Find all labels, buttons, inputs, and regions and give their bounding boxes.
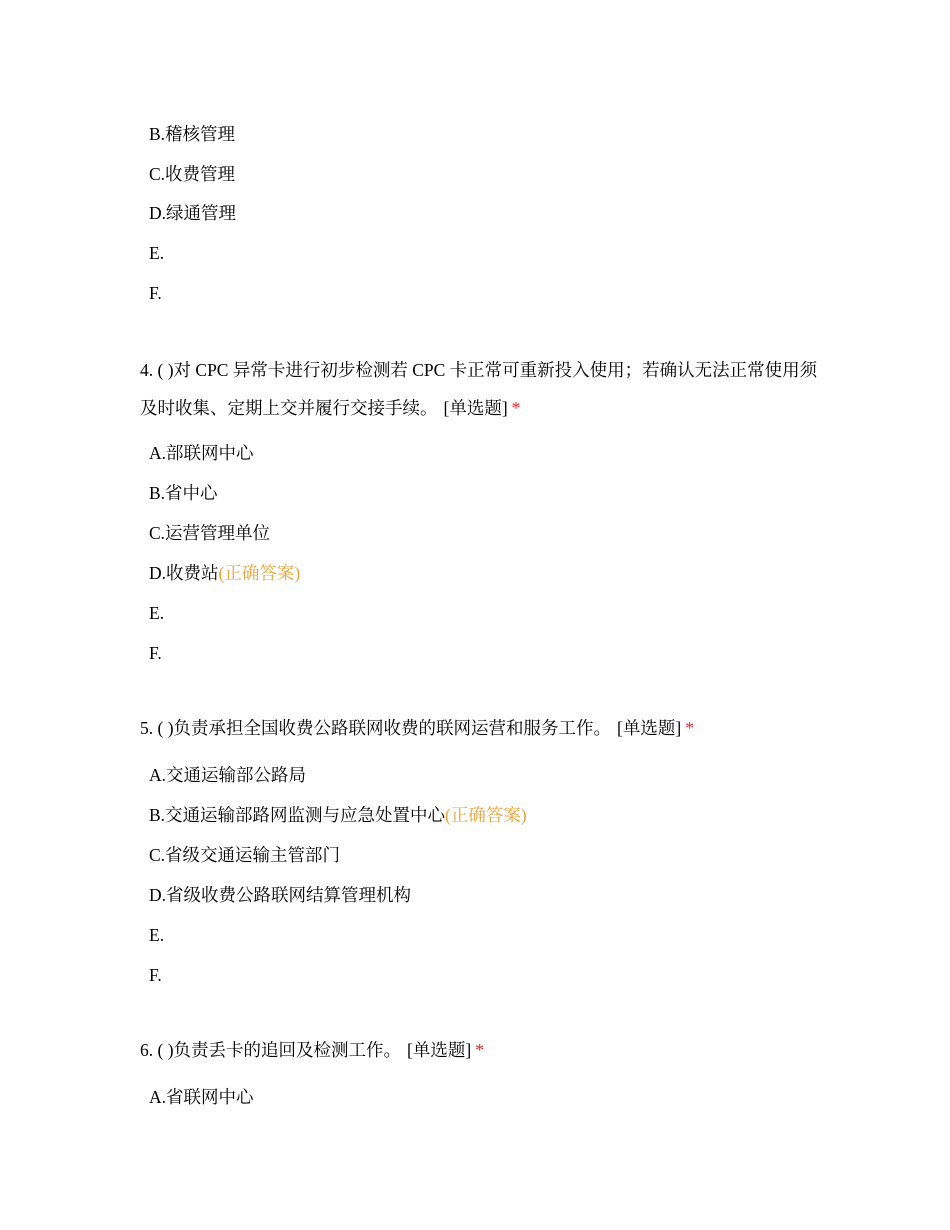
correct-answer-label: (正确答案) <box>218 563 301 583</box>
question-stem: 5. ( )负责承担全国收费公路联网收费的联网运营和服务工作。 <box>140 718 612 738</box>
question-stem: 4. ( )对 CPC 异常卡进行初步检测若 CPC 卡正常可重新投入使用；若确认无法正常使用须及时收集、定期上交并履行交接手续。 <box>140 360 818 418</box>
q4-option-a <box>149 441 254 465</box>
q5-option-c <box>149 843 340 867</box>
option-text: E. <box>149 603 165 623</box>
q3-option-b <box>149 122 235 146</box>
question-type-tag: [单选题] <box>443 398 508 418</box>
option-text: D.收费站 <box>149 563 219 583</box>
q3-option-c <box>149 162 235 186</box>
q3-option-d <box>149 201 236 225</box>
option-text: B.交通运输部路网监测与应急处置中心 <box>149 805 446 825</box>
question-6 <box>140 1031 820 1069</box>
q5-option-a <box>149 763 306 787</box>
option-text: F. <box>149 965 162 985</box>
q5-option-d <box>149 883 411 907</box>
option-text: A.交通运输部公路局 <box>149 765 307 785</box>
q5-option-e <box>149 923 164 947</box>
option-text: B.省中心 <box>149 483 218 503</box>
q5-option-f <box>149 963 162 987</box>
correct-answer-label: (正确答案) <box>445 805 527 825</box>
option-text: C.省级交通运输主管部门 <box>149 845 341 865</box>
question-type-tag: [单选题] <box>407 1040 472 1060</box>
q3-option-f <box>149 281 162 305</box>
option-text: C.运营管理单位 <box>149 523 271 543</box>
q4-option-f <box>149 641 162 665</box>
question-5 <box>140 709 820 747</box>
question-4 <box>140 351 820 427</box>
q3-option-e <box>149 241 164 265</box>
q5-option-b <box>149 803 527 827</box>
question-stem: 6. ( )负责丢卡的追回及检测工作。 <box>140 1040 402 1060</box>
option-text: D.绿通管理 <box>149 203 237 223</box>
option-text: C.收费管理 <box>149 164 236 184</box>
option-text: F. <box>149 643 162 663</box>
option-text: F. <box>149 283 162 303</box>
q4-option-e <box>149 601 164 625</box>
q4-option-d <box>149 561 300 585</box>
option-text: B.稽核管理 <box>149 124 236 144</box>
q6-option-a <box>149 1085 254 1109</box>
question-type-tag: [单选题] <box>617 718 682 738</box>
option-text: A.部联网中心 <box>149 443 254 463</box>
required-mark: * <box>685 718 694 738</box>
required-mark: * <box>511 398 521 418</box>
option-text: D.省级收费公路联网结算管理机构 <box>149 885 412 905</box>
required-mark: * <box>475 1040 484 1060</box>
option-text: E. <box>149 243 165 263</box>
q4-option-c <box>149 521 270 545</box>
option-text: E. <box>149 925 165 945</box>
option-text: A.省联网中心 <box>149 1087 254 1107</box>
q4-option-b <box>149 481 218 505</box>
